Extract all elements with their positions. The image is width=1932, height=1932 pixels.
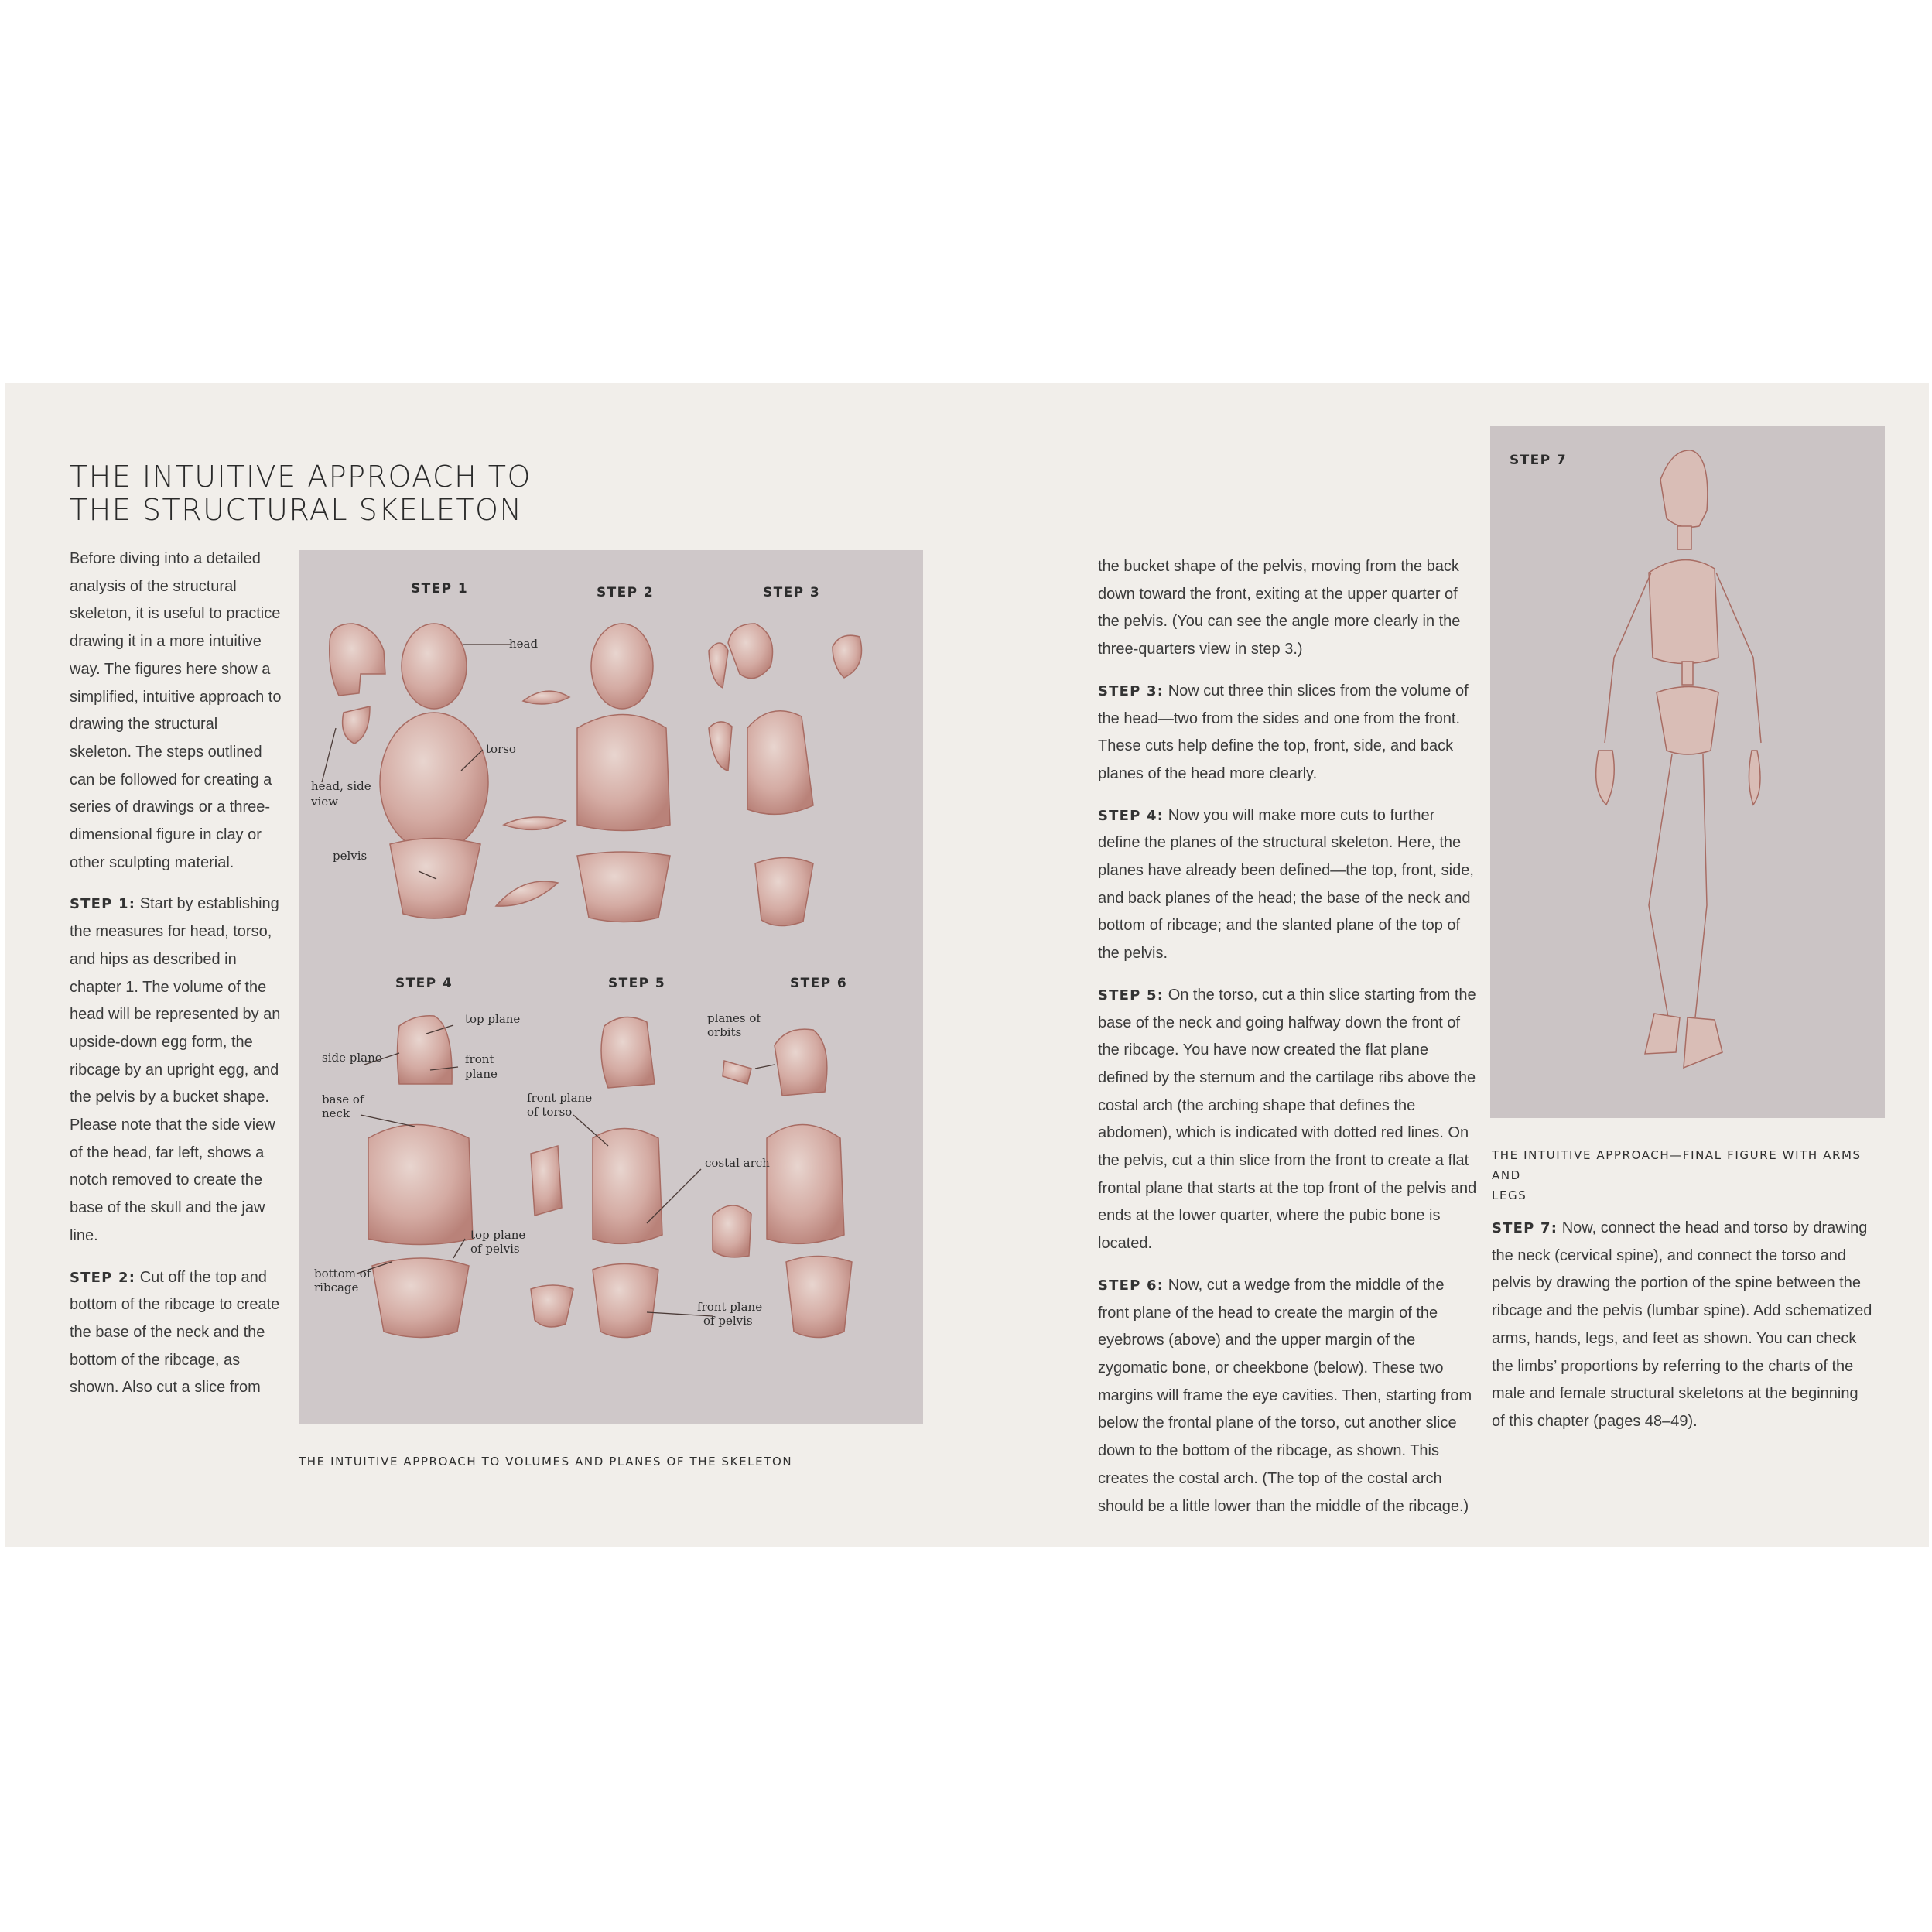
- label-base-neck-2: neck: [322, 1106, 350, 1120]
- step-1-paragraph: [70, 891, 282, 1250]
- step4-head-shape: [398, 1016, 453, 1084]
- step2-head-shape: [591, 624, 653, 709]
- label-base-neck-1: base of: [322, 1093, 364, 1106]
- step5-head-shape: [601, 1017, 655, 1088]
- step-5-paragraph: [1098, 982, 1479, 1258]
- step5-pelvis-slice-shape: [531, 1285, 573, 1327]
- step-2-label: STEP 2:: [70, 1269, 136, 1286]
- plate-step-7-label: STEP 7: [1510, 453, 1568, 468]
- step-1-label: STEP 1:: [70, 896, 136, 913]
- title-line-1: THE INTUITIVE APPROACH TO: [70, 460, 532, 494]
- step4-ribcage-shape: [368, 1125, 473, 1245]
- label-front-plane-1: front: [465, 1052, 494, 1066]
- label-head-side-1: head, side: [311, 779, 371, 793]
- figure-pelvis-shape: [1657, 687, 1718, 755]
- step-4-label: STEP 4:: [1098, 807, 1164, 824]
- step4-pelvis-shape: [372, 1258, 469, 1338]
- step-4-text: Now you will make more cuts to further define the planes of the structural skeleton. Here, the planes have already been defined—the top, front, side, and back planes of the head; the base of the neck and bottom of ribcage; and the slanted plane of the top of the pelvis.: [1098, 806, 1474, 963]
- figure-right-leg-shape: [1695, 754, 1707, 1017]
- figure-left-hand-shape: [1596, 751, 1615, 805]
- head-egg-shape: [402, 624, 467, 709]
- label-orbits-1: planes of: [707, 1011, 761, 1025]
- step-4-paragraph: [1098, 802, 1479, 968]
- step3-ribcage-shape: [747, 711, 813, 815]
- plate-step-1-label: STEP 1: [411, 581, 469, 597]
- step-6-text: Now, cut a wedge from the middle of the front plane of the head to create the margin of the eyebrows (above) and the upper margin of the zygomatic bone, or cheekbone (below). These two margins will frame the eye cavities. Then, starting from below the frontal plane of the torso, cut another slice down to the bottom of the ribcage, as shown. This creates the costal arch. (The top of the costal arch should be a little lower than the middle of the ribcage.): [1098, 1276, 1472, 1515]
- plate-step-6-label: STEP 6: [790, 976, 848, 991]
- step5-torso-slice-shape: [531, 1146, 562, 1216]
- step-7-label: STEP 7:: [1492, 1220, 1558, 1236]
- plate-step-3-label: STEP 3: [763, 585, 821, 600]
- torso-egg-shape: [380, 713, 488, 852]
- label-orbits-2: orbits: [707, 1025, 742, 1039]
- step-7-caption: [1492, 1145, 1879, 1205]
- label-side-plane: side plane: [322, 1051, 382, 1065]
- step-7-caption-line-2: LEGS: [1492, 1188, 1527, 1202]
- figure-left-arm-shape: [1605, 573, 1651, 743]
- step3-head-side-shape: [728, 624, 773, 679]
- figure-left-leg-shape: [1649, 754, 1672, 1017]
- step2-ribcage-shape: [577, 715, 670, 831]
- label-head-side-2: view: [311, 795, 338, 809]
- step2-bottom-slice-shape: [504, 817, 566, 829]
- plate-step-4-label: STEP 4: [395, 976, 453, 991]
- label-front-pelvis-1: front plane: [697, 1300, 763, 1314]
- jaw-notch-shape: [343, 706, 370, 744]
- step-2-text: Cut off the top and bottom of the ribcage to create the base of the neck and the bottom of the ribcage, as shown. Also cut a slice from: [70, 1268, 280, 1397]
- label-top-plane: top plane: [465, 1012, 521, 1026]
- plate-step-2-label: STEP 2: [597, 585, 655, 600]
- step-3-paragraph: [1098, 678, 1479, 788]
- figure-left-foot-shape: [1645, 1014, 1680, 1054]
- label-front-torso-1: front plane: [527, 1091, 593, 1105]
- figure-lumbar-shape: [1682, 662, 1693, 685]
- label-torso: torso: [486, 742, 516, 756]
- page-title: [70, 460, 565, 527]
- middle-text-column: [1098, 553, 1479, 1534]
- label-head: head: [509, 637, 539, 651]
- step6-ribcage-shape: [767, 1125, 844, 1244]
- step2-top-slice-shape: [523, 691, 569, 704]
- label-front-plane-2: plane: [465, 1067, 498, 1081]
- label-top-pelvis-1: top plane: [470, 1228, 526, 1242]
- label-pelvis: pelvis: [333, 849, 368, 863]
- right-text-column: [1492, 1215, 1875, 1450]
- step2-pelvis-shape: [577, 852, 670, 922]
- step-7-paragraph: [1492, 1215, 1875, 1436]
- step-1-text: Start by establishing the measures for head, torso, and hips as described in chapter 1. The volume of the head will be represented by an upside-down egg form, the ribcage by an upright egg, and the pelvis by a bucket shape. Please note that the side view of the head, far left, shows a notch removed to create the base of the skull and the jaw line.: [70, 895, 281, 1244]
- step-6-label: STEP 6:: [1098, 1277, 1164, 1294]
- step5-pelvis-shape: [593, 1264, 658, 1338]
- step-7-plate: [1490, 426, 1885, 1118]
- step-3-label: STEP 3:: [1098, 682, 1164, 699]
- steps-illustration: [299, 550, 923, 1424]
- left-text-column: [70, 545, 282, 1416]
- label-bottom-rib-1: bottom of: [314, 1267, 371, 1281]
- step6-head-shape: [775, 1029, 827, 1096]
- step-7-caption-line-1: THE INTUITIVE APPROACH—FINAL FIGURE WITH ARMS AND: [1492, 1148, 1862, 1182]
- intro-paragraph: Before diving into a detailed analysis of the structural skeleton, it is useful to practice drawing it in a more intuitive way. The figures here show a simplified, intuitive approach to drawing the structural skeleton. The steps outlined can be followed for creating a series of drawings or a three-dimensional figure in clay or other sculpting material.: [70, 550, 282, 871]
- step-2-paragraph: [70, 1264, 282, 1403]
- step-7-text: Now, connect the head and torso by drawing the neck (cervical spine), and connect the torso and pelvis by drawing the portion of the spine between the ribcage and the pelvis (lumbar spine). Add schematized arms, hands, legs, and feet as shown. You can check the limbs’ proportions by referring to the charts of the male and female structural skeletons at the beginning of this chapter (pages 48–49).: [1492, 1219, 1872, 1430]
- step5-ribcage-shape: [593, 1129, 662, 1244]
- step6-pelvis-shape: [786, 1257, 852, 1338]
- step6-arch-slice-shape: [713, 1205, 751, 1257]
- step2-pelvis-slice-shape: [496, 881, 558, 906]
- step3-slice-front-shape: [709, 722, 732, 771]
- figure-ribcage-shape: [1649, 560, 1718, 664]
- step6-wedge-shape: [723, 1061, 751, 1084]
- label-front-torso-2: of torso: [527, 1105, 573, 1119]
- label-top-pelvis-2: of pelvis: [470, 1242, 520, 1256]
- step-2-continued: the bucket shape of the pelvis, moving from the back down toward the front, exiting at the upper quarter of the pelvis. (You can see the angle more clearly in the three-quarters view in step 3.): [1098, 558, 1461, 658]
- label-costal-arch: costal arch: [705, 1156, 770, 1170]
- label-front-pelvis-2: of pelvis: [703, 1314, 753, 1328]
- book-spread: [5, 383, 1929, 1547]
- step3-slice-right-shape: [833, 635, 862, 678]
- step-3-text: Now cut three thin slices from the volume of the head—two from the sides and one from the front. These cuts help define the top, front, side, and back planes of the head more clearly.: [1098, 682, 1469, 782]
- figure-head-shape: [1660, 450, 1708, 527]
- figure-right-arm-shape: [1716, 573, 1761, 743]
- title-line-2: THE STRUCTURAL SKELETON: [70, 493, 523, 527]
- step-5-text: On the torso, cut a thin slice starting from the base of the neck and going halfway down the front of the ribcage. You have now created the flat plane defined by the sternum and the cartilage ribs above the costal arch (the arching shape that defines the abdomen), which is indicated with dotted red lines. On the pelvis, cut a thin slice from the front to create a flat frontal plane that starts at the top front of the pelvis and ends at the lower quarter, where the pubic bone is located.: [1098, 986, 1477, 1253]
- step-5-label: STEP 5:: [1098, 987, 1164, 1004]
- figure-neck-shape: [1677, 526, 1691, 549]
- steps-1-6-plate: [299, 550, 923, 1424]
- step3-slice-left-shape: [709, 643, 728, 688]
- figure-right-foot-shape: [1684, 1017, 1722, 1068]
- plate-step-5-label: STEP 5: [608, 976, 666, 991]
- final-figure-illustration: [1490, 426, 1885, 1118]
- step3-pelvis-shape: [755, 858, 813, 926]
- label-bottom-rib-2: ribcage: [314, 1281, 359, 1294]
- plate-caption: THE INTUITIVE APPROACH TO VOLUMES AND PLANES OF THE SKELETON: [299, 1455, 793, 1469]
- step-6-paragraph: [1098, 1272, 1479, 1520]
- figure-right-hand-shape: [1749, 751, 1760, 805]
- head-side-view-shape: [330, 624, 385, 696]
